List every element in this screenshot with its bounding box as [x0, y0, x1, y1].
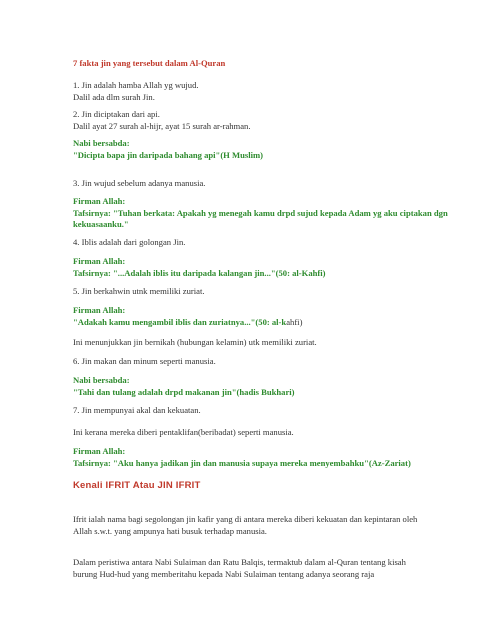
hadith-2: [73, 375, 473, 398]
hadith-1-label: Nabi bersabda:: [73, 138, 130, 148]
fact-6: 6. Jin makan dan minum seperti manusia.: [73, 356, 216, 366]
section-heading: Kenali IFRIT Atau JIN IFRIT: [73, 480, 201, 491]
verse-1-label: Firman Allah:: [73, 196, 126, 206]
fact-7-note: Ini kerana mereka diberi pentaklifan(beribadat) seperti manusia.: [73, 427, 294, 437]
verse-2-text: Tafsirnya: "...Adalah iblis itu daripada kalangan jin..."(50: al-Kahfi): [73, 267, 326, 278]
fact-2: [73, 109, 473, 132]
verse-1: [73, 196, 473, 231]
document-title: 7 fakta jin yang tersebut dalam Al-Quran: [73, 58, 226, 68]
section-paragraph-2: Dalam peristiwa antara Nabi Sulaiman dan Ratu Balqis, termaktub dalam al-Quran tentang kisah burung Hud-hud yang memberitahu kepada Nabi Sulaiman tentang adanya seorang raja: [73, 557, 406, 579]
verse-1-text: Tafsirnya: "Tuhan berkata: Apakah yg menegah kamu drpd sujud kepada Adam yg aku ciptakan dgn kekuasaanku.": [73, 207, 448, 229]
verse-2: [73, 256, 473, 279]
verse-3-text-tail: ahfi): [286, 316, 303, 327]
hadith-2-quote: "Tahi dan tulang adalah drpd makanan jin"(hadis Bukhari): [73, 386, 295, 397]
hadith-1: [73, 138, 473, 161]
fact-3: 3. Jin wujud sebelum adanya manusia.: [73, 178, 206, 188]
verse-3-text: "Adakah kamu mengambil iblis dan zuriatnya..."(50: al-k: [73, 316, 287, 327]
hadith-2-label: Nabi bersabda:: [73, 375, 130, 385]
verse-4-label: Firman Allah:: [73, 446, 126, 456]
fact-5: 5. Jin berkahwin utnk memiliki zuriat.: [73, 286, 205, 296]
fact-2-statement: 2. Jin diciptakan dari api.: [73, 109, 160, 119]
fact-5-note: Ini menunjukkan jin bernikah (hubungan kelamin) utk memiliki zuriat.: [73, 337, 317, 347]
fact-1-evidence: Dalil ada dlm surah Jin.: [73, 91, 155, 102]
fact-7: 7. Jin mempunyai akal dan kekuatan.: [73, 405, 201, 415]
fact-1: [73, 80, 473, 103]
fact-1-statement: 1. Jin adalah hamba Allah yg wujud.: [73, 80, 199, 90]
verse-2-label: Firman Allah:: [73, 256, 126, 266]
verse-3: [73, 305, 473, 328]
verse-4: [73, 446, 473, 469]
hadith-1-quote: "Dicipta bapa jin daripada bahang api"(H Muslim): [73, 149, 264, 160]
section-paragraph-1: Ifrit ialah nama bagi segolongan jin kafir yang di antara mereka diberi kekuatan dan kepintaran oleh Allah s.w.t. yang ampunya hati busuk terhadap manusia.: [73, 514, 418, 536]
verse-4-text: Tafsirnya: "Aku hanya jadikan jin dan manusia supaya mereka menyembahku"(Az-Zariat): [73, 457, 411, 468]
fact-2-evidence: Dalil ayat 27 surah al-hijr, ayat 15 surah ar-rahman.: [73, 120, 251, 131]
fact-4: 4. Iblis adalah dari golongan Jin.: [73, 237, 186, 247]
verse-3-label: Firman Allah:: [73, 305, 126, 315]
